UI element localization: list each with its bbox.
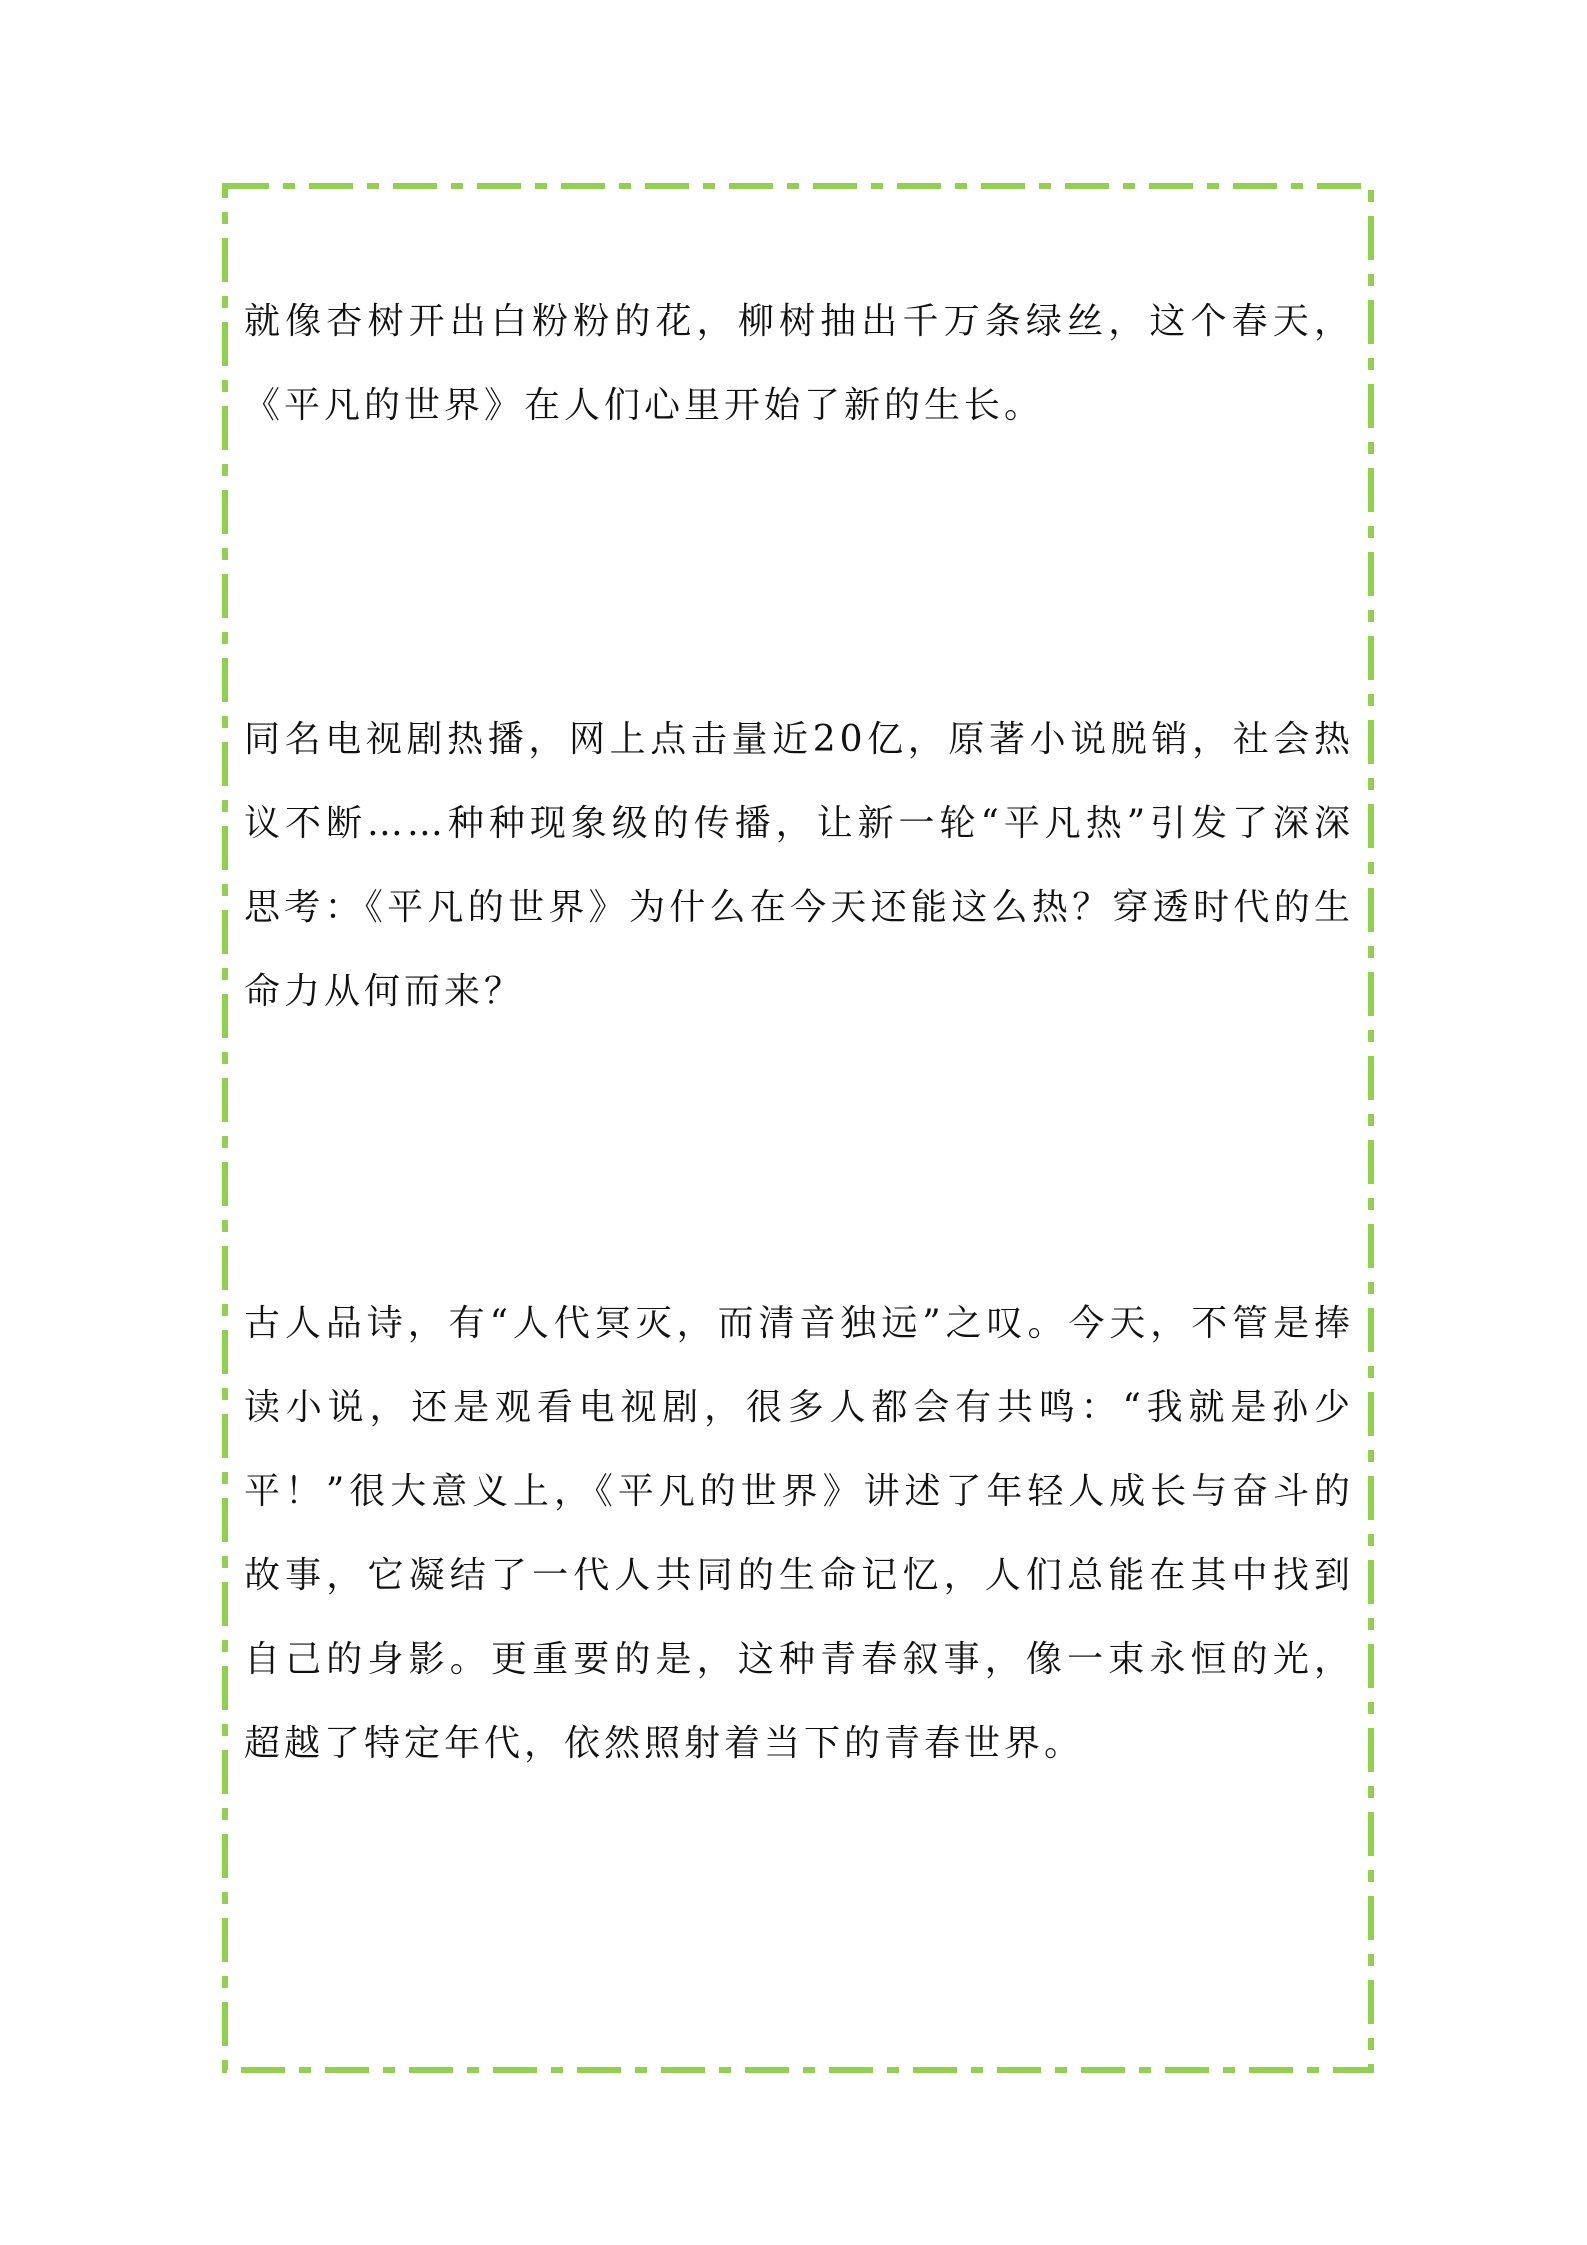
dashed-border-frame	[222, 183, 1374, 2073]
dashed-border-rect	[225, 186, 1371, 2070]
paragraph-question: 同名电视剧热播，网上点击量近20亿，原著小说脱销，社会热议不断……种种现象级的传播，让新一轮“平凡热”引发了深深思考：《平凡的世界》为什么在今天还能这么热？穿透时代的生命力从何而来？	[244, 719, 1354, 1012]
paragraph-intro: 就像杏树开出白粉粉的花，柳树抽出千万条绿丝，这个春天，《平凡的世界》在人们心里开始了新的生长。	[244, 301, 1354, 426]
paragraph-analysis: 古人品诗，有“人代冥灭，而清音独远”之叹。今天，不管是捧读小说，还是观看电视剧，很多人都会有共鸣：“我就是孙少平！”很大意义上，《平凡的世界》讲述了年轻人成长与奋斗的故事，它凝结了一代人共同的生命记忆，人们总能在其中找到自己的身影。更重要的是，这种青春叙事，像一束永恒的光，超越了特定年代，依然照射着当下的青春世界。	[244, 1303, 1354, 1764]
dashed-border	[222, 183, 1374, 2073]
